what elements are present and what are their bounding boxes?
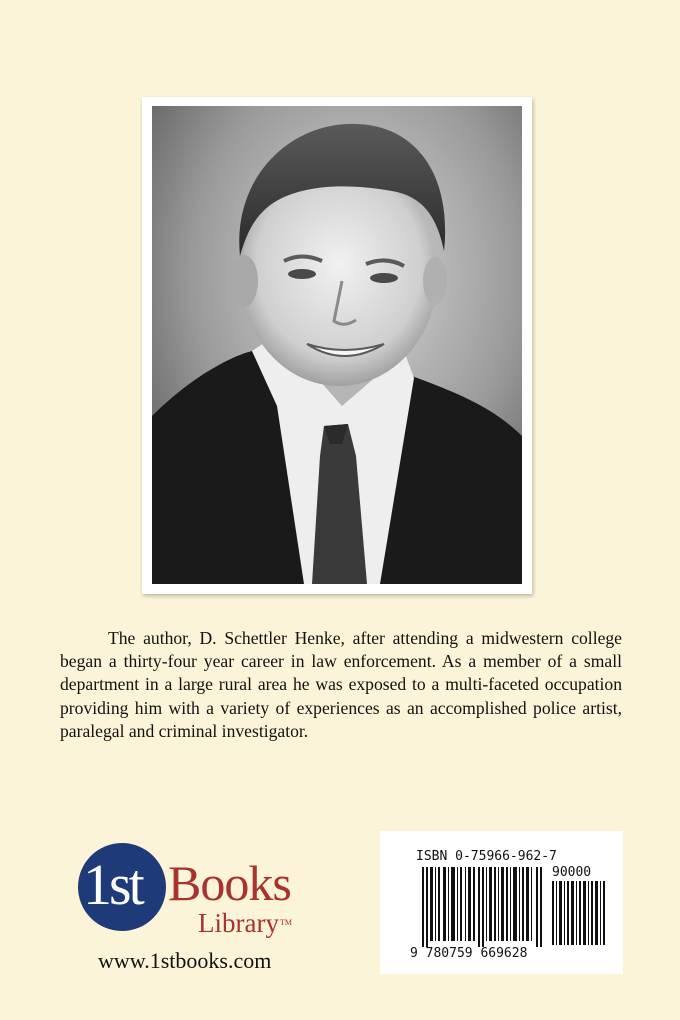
isbn-label: ISBN 0-75966-962-7	[416, 849, 557, 864]
ean-digits: 9 780759 669628	[410, 946, 528, 961]
author-photo	[152, 106, 522, 584]
logo-library-text: Library	[198, 908, 279, 938]
ean-barcode-bars	[422, 867, 544, 947]
addon-barcode-bars	[552, 881, 606, 945]
isbn-addon-digits: 90000	[552, 865, 592, 880]
author-portrait-image	[152, 106, 522, 584]
logo-circle	[78, 843, 166, 931]
publisher-website: www.1stbooks.com	[98, 948, 272, 973]
logo-1st-text: 1st	[83, 852, 142, 917]
publisher-logo	[78, 843, 338, 943]
author-photo-frame	[142, 97, 532, 594]
logo-library-line	[198, 908, 292, 938]
isbn-barcode	[380, 831, 623, 974]
logo-trademark: TM	[279, 918, 292, 927]
logo-books-text: Books	[168, 855, 291, 911]
author-bio: The author, D. Schettler Henke, after attending a midwestern college began a thirty-four year career in law enforcement. As a member of a small department in a large rural area he was exposed to a multi-faceted occupation providing him with a variety of experiences as an accomplished police artist, paralegal and criminal investigator.	[60, 628, 622, 741]
